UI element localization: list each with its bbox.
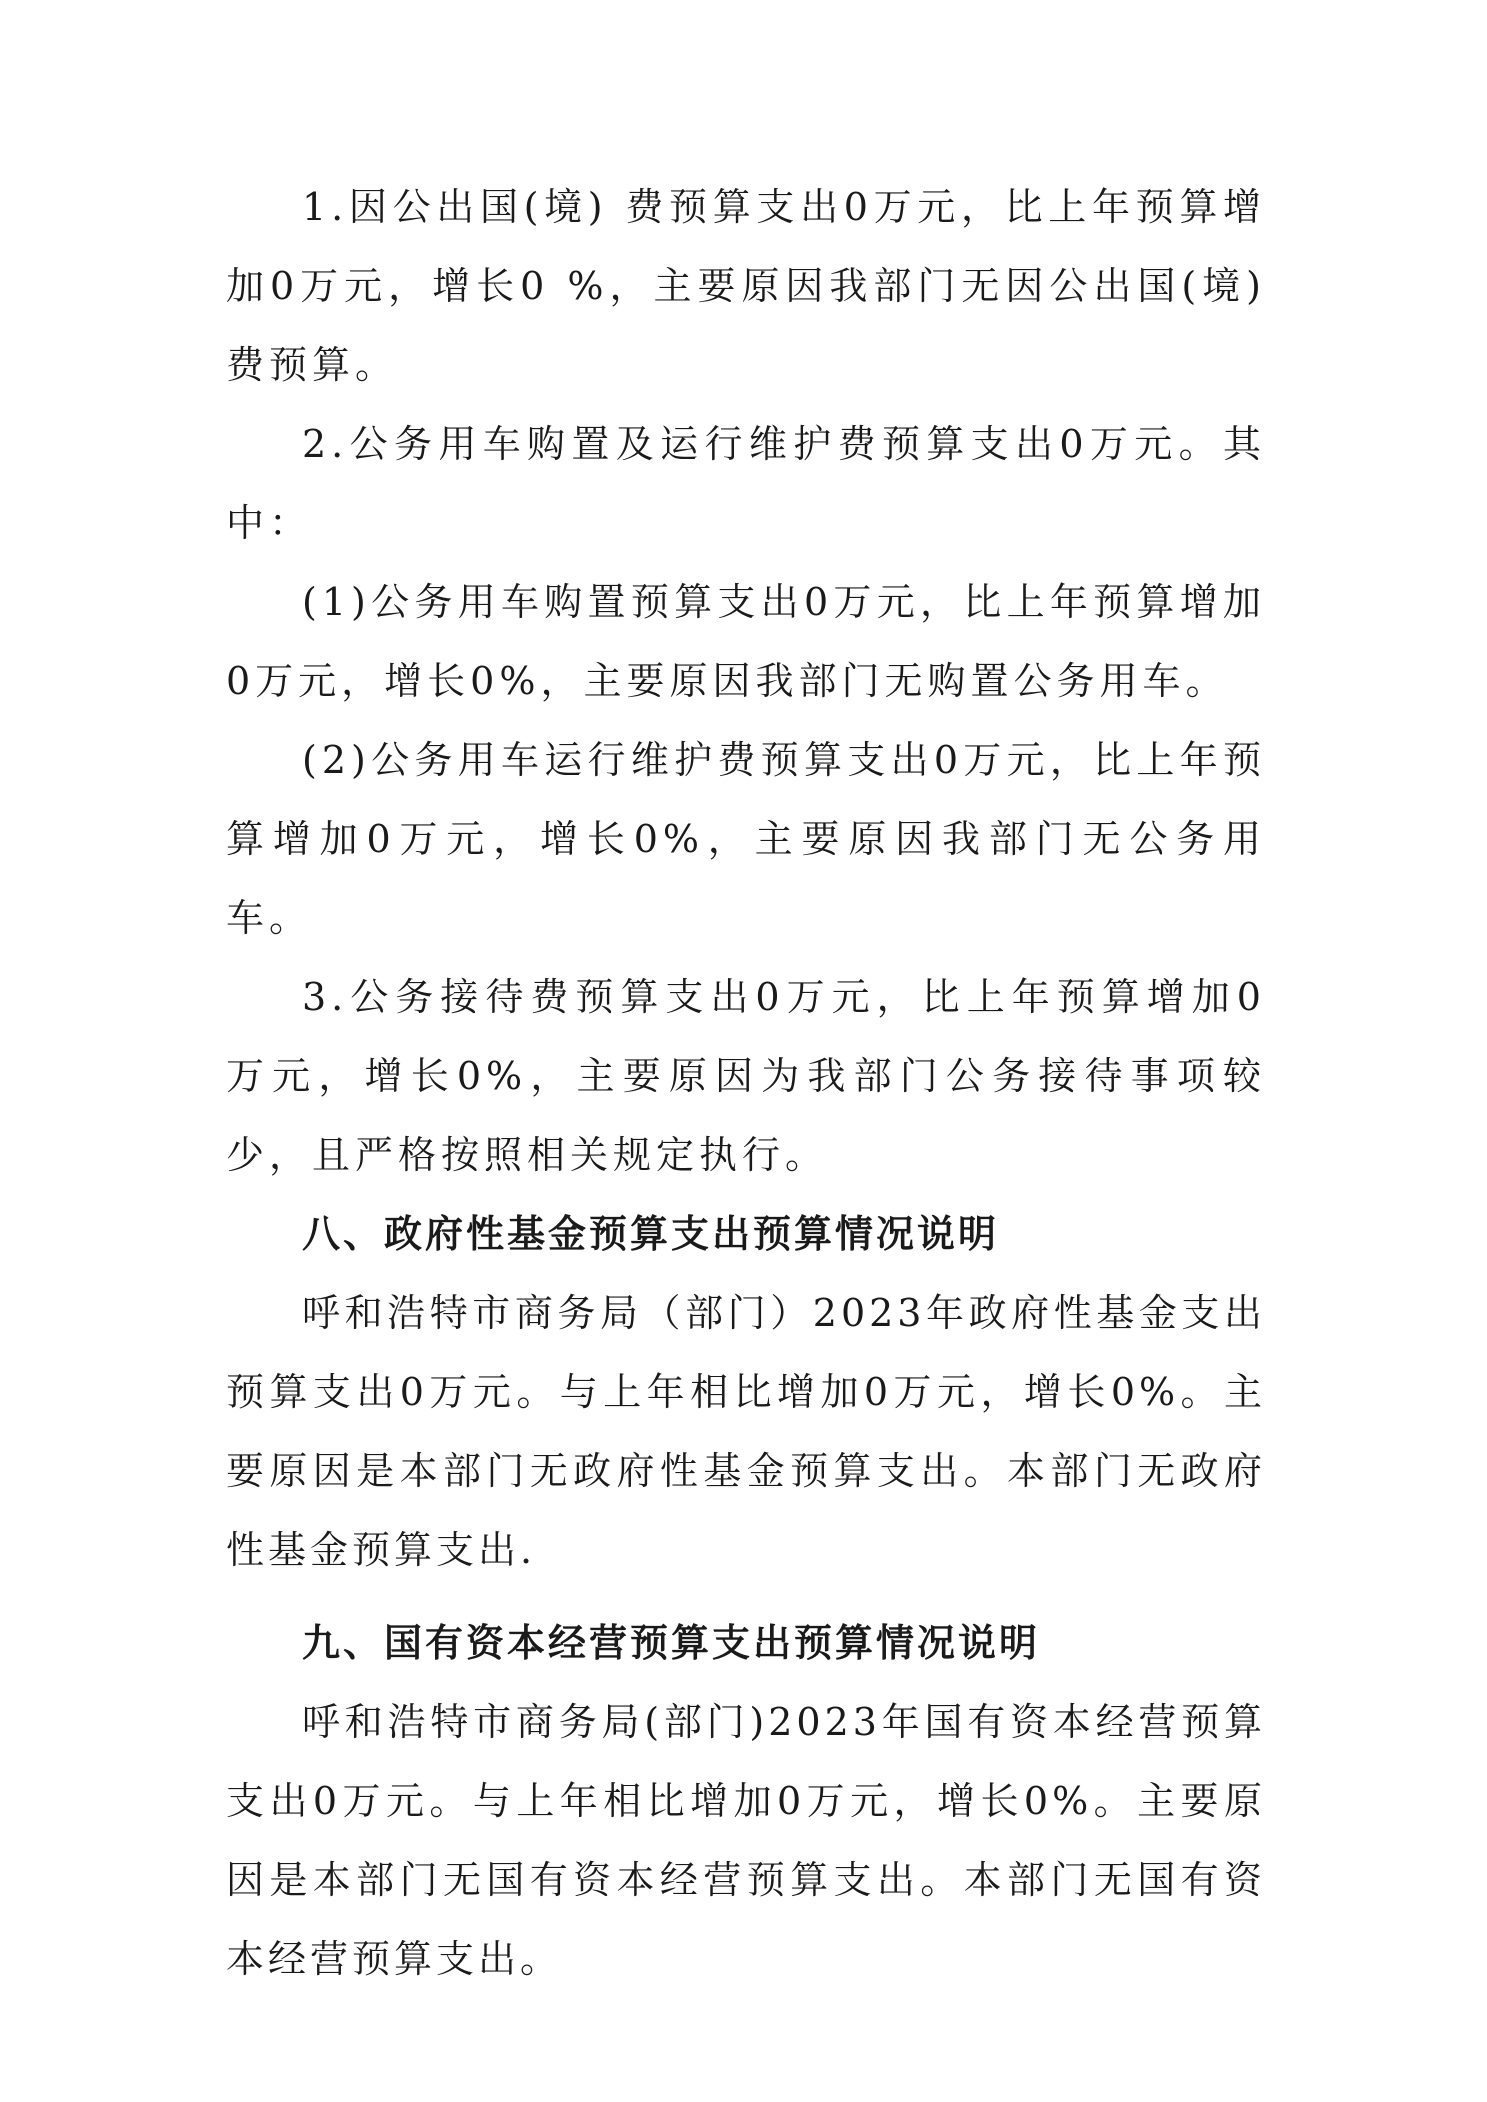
paragraph-item-2-1: (1)公务用车购置预算支出0万元，比上年预算增加0万元，增长0%，主要原因我部门无购置公务用车。 [226, 580, 1266, 703]
paragraph-item-3: 3.公务接待费预算支出0万元，比上年预算增加0万元，增长0%，主要原因为我部门公务接待事项较少，且严格按照相关规定执行。 [226, 975, 1266, 1177]
paragraph-section-8: 呼和浩特市商务局（部门）2023年政府性基金支出预算支出0万元。与上年相比增加0万元，增长0%。主要原因是本部门无政府性基金预算支出。本部门无政府性基金预算支出. [226, 1291, 1266, 1572]
document-page [226, 168, 1266, 1999]
paragraph-section-9: 呼和浩特市商务局(部门)2023年国有资本经营预算支出0万元。与上年相比增加0万元，增长0%。主要原因是本部门无国有资本经营预算支出。本部门无国有资本经营预算支出。 [226, 1700, 1266, 1981]
paragraph-item-2: 2.公务用车购置及运行维护费预算支出0万元。其中： [226, 422, 1266, 545]
paragraph-item-2-2: (2)公务用车运行维护费预算支出0万元，比上年预算增加0万元，增长0%，主要原因我部门无公务用车。 [226, 738, 1266, 940]
section-heading-8: 八、政府性基金预算支出预算情况说明 [302, 1212, 1000, 1256]
paragraph-item-1: 1.因公出国(境) 费预算支出0万元，比上年预算增加0万元，增长0 %，主要原因我部门无因公出国(境)费预算。 [226, 185, 1266, 387]
section-heading-9: 九、国有资本经营预算支出预算情况说明 [302, 1621, 1041, 1665]
